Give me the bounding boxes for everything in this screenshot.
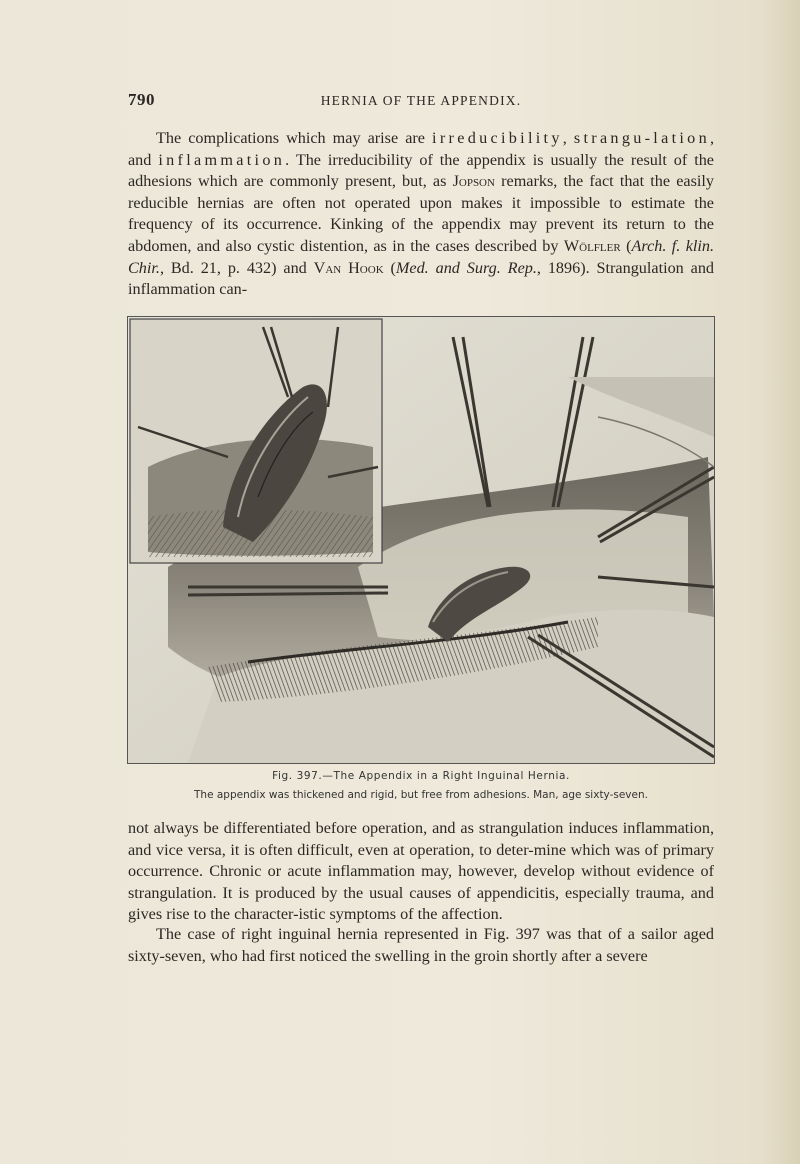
emphasis-irreducibility: irreducibility bbox=[432, 129, 563, 147]
emphasis-strangulation: strangu-lation bbox=[573, 129, 710, 147]
running-head: HERNIA OF THE APPENDIX. bbox=[320, 93, 522, 108]
figure-caption-text: The appendix was thickened and rigid, but free from adhesions. Man, age sixty-seven. bbox=[194, 789, 648, 801]
author-jopson: Jopson bbox=[452, 172, 495, 191]
figure-397-illustration bbox=[127, 316, 715, 764]
emphasis-inflammation: inflammation bbox=[158, 150, 286, 169]
page-number: 790 bbox=[128, 90, 155, 109]
paragraph-complications: The complications which may arise are irreducibility, strangu-lation, and inflammation. The irreducibility of the appendix is usually the result of the adhesions which are commonly present, but, as Jopson remarks, the fact that the easily reducible hernias are often not operated upon makes it impossible to estimate the frequency of its occurrence. Kinking of the appendix may prevent its return to the abdomen, and also cystic distention, as in the cases described by Wölfler (Arch. f. klin. Chir., Bd. 21, p. 432) and Van Hook (Med. and Surg. Rep., 1896). Strangulation and inflammation can- bbox=[128, 129, 715, 299]
paragraph-differentiation: not always be differentiated before operation, and as strangulation induces inflammation, and vice versa, it is often difficult, even at operation, to deter-mine which was of primary occurrence. Chronic or acute inflammation may, however, develop without evidence of strangulation. It is produced by the usual causes of appendicitis, especially trauma, and gives rise to the character-istic symptoms of the affection. bbox=[128, 819, 714, 924]
surgical-illustration bbox=[128, 317, 714, 763]
figure-caption-title: Fig. 397.—The Appendix in a Right Inguinal Hernia. bbox=[272, 770, 570, 782]
author-wolfler: Wölfler bbox=[563, 236, 621, 255]
paragraph-case-report: The case of right inguinal hernia represented in Fig. 397 was that of a sailor aged sixty-seven, who had first noticed the swelling in the groin shortly after a severe bbox=[128, 925, 714, 965]
author-van-hook: Van Hook bbox=[313, 258, 384, 277]
citation-med-surg-rep: Med. and Surg. Rep. bbox=[395, 258, 537, 277]
citation-arch-klin-chir: Arch. f. klin. Chir. bbox=[128, 236, 715, 277]
page-header bbox=[128, 90, 714, 114]
